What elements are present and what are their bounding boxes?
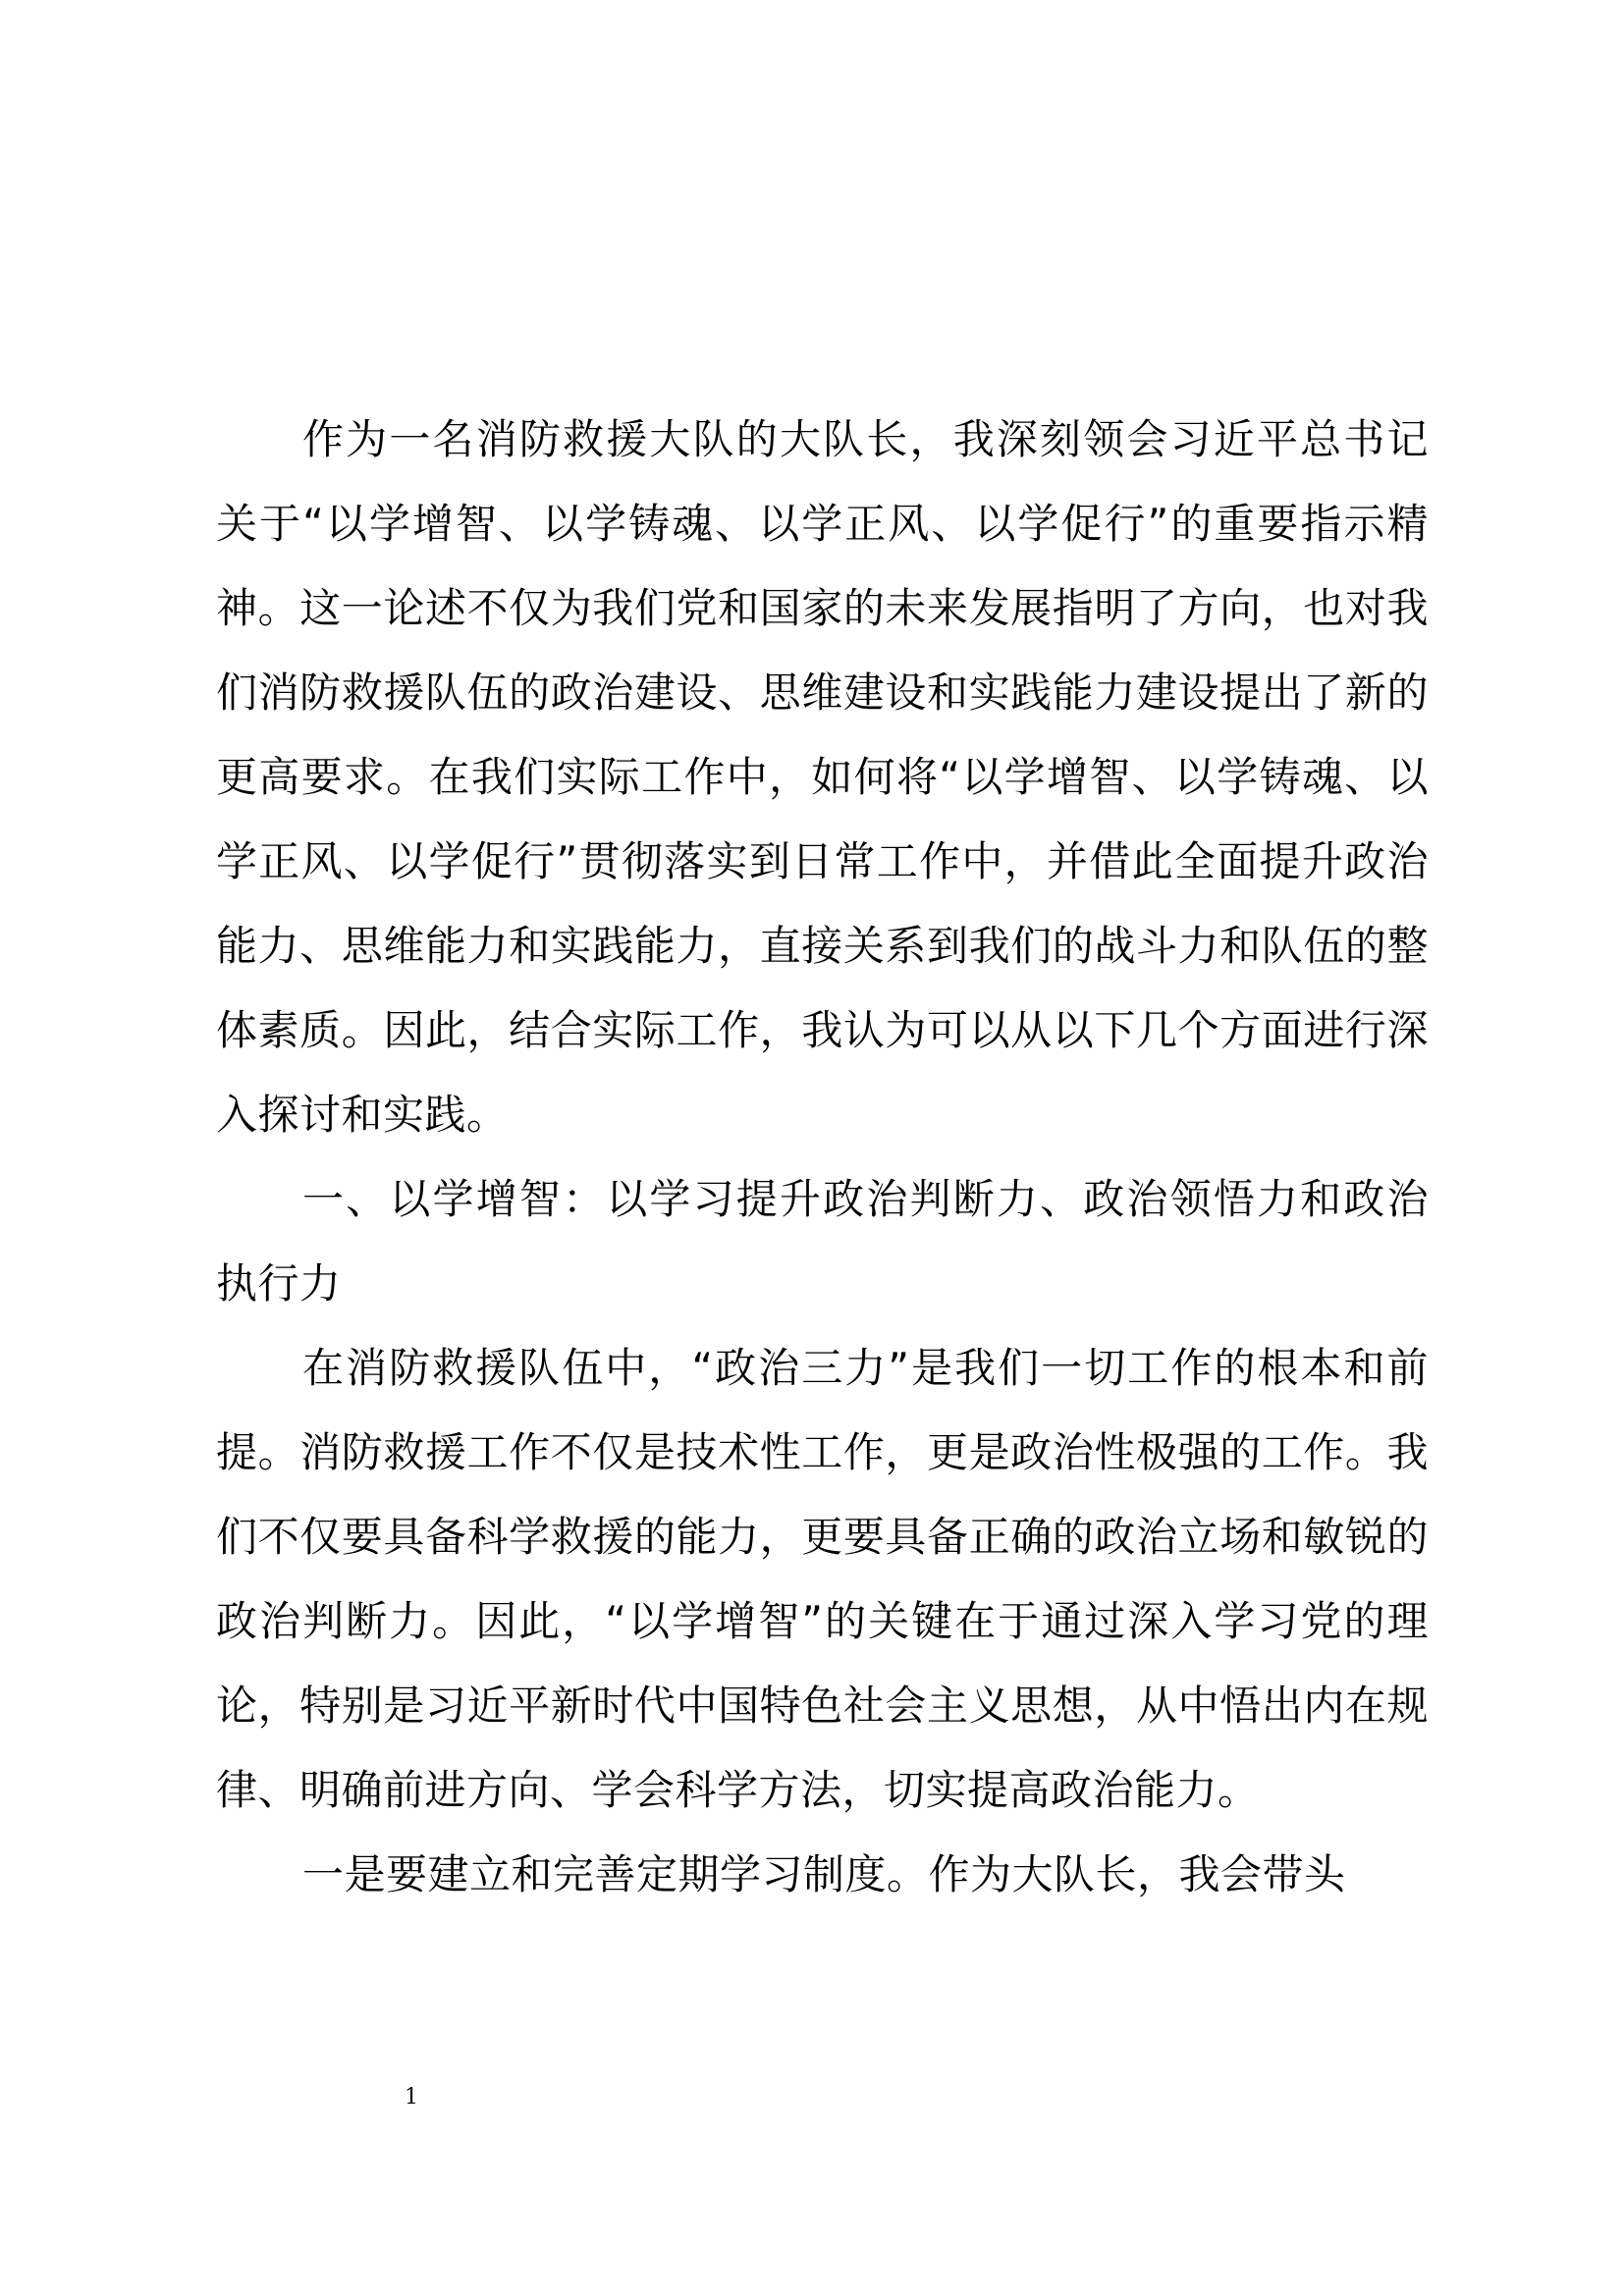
document-body [216,398,1429,1917]
section-heading-1: 一、以学增智：以学习提升政治判断力、政治领悟力和政治执行力 [216,1175,1429,1308]
section-1-paragraph: 在消防救援队伍中，“政治三力”是我们一切工作的根本和前提。消防救援工作不仅是技术性工作，更是政治性极强的工作。我们不仅要具备科学救援的能力，更要具备正确的政治立场和敏锐的政治判断力。因此，“以学增智”的关键在于通过深入学习党的理论，特别是习近平新时代中国特色社会主义思想，从中悟出内在规律、明确前进方向、学会科学方法，切实提高政治能力。 [216,1344,1429,1814]
page-number: 1 [405,2085,418,2109]
intro-paragraph: 作为一名消防救援大队的大队长，我深刻领会习近平总书记关于“以学增智、以学铸魂、以学正风、以学促行”的重要指示精神。这一论述不仅为我们党和国家的未来发展指明了方向，也对我们消防救援队伍的政治建设、思维建设和实践能力建设提出了新的更高要求。在我们实际工作中，如何将“以学增智、以学铸魂、以学正风、以学促行”贯彻落实到日常工作中，并借此全面提升政治能力、思维能力和实践能力，直接关系到我们的战斗力和队伍的整体素质。因此，结合实际工作，我认为可以从以下几个方面进行深入探讨和实践。 [216,415,1429,1139]
section-1-point-1: 一是要建立和完善定期学习制度。作为大队长，我会带头 [302,1850,1346,1898]
